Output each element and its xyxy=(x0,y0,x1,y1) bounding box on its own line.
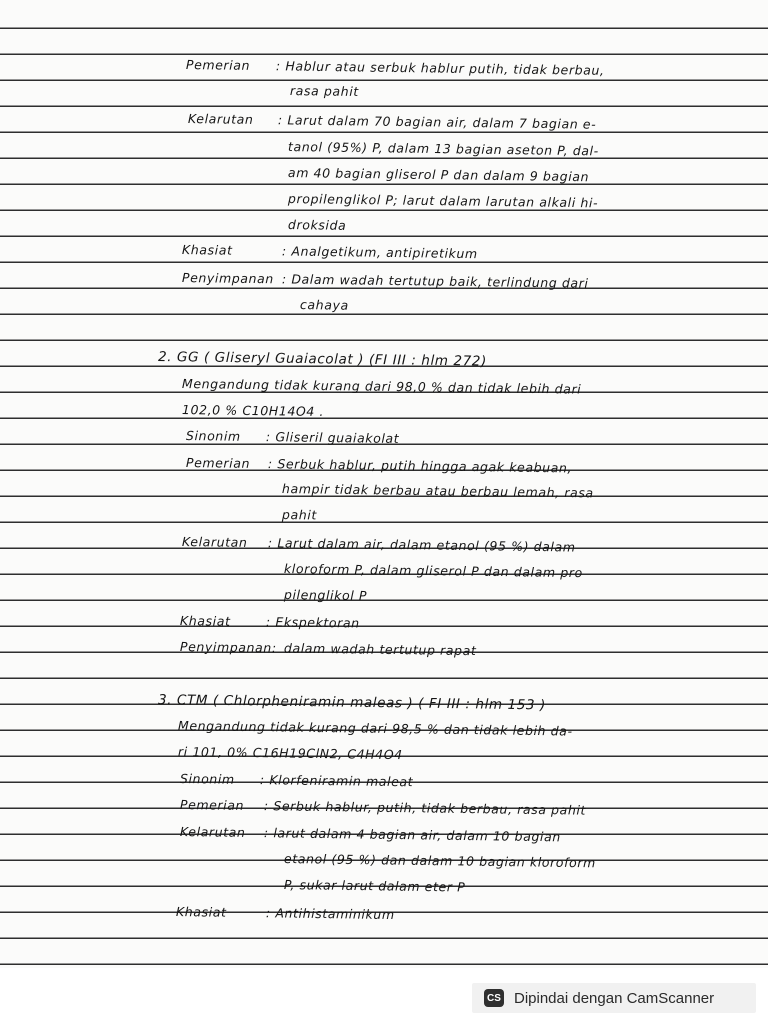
field-value: dalam wadah tertutup rapat xyxy=(283,640,477,659)
khasiat-row xyxy=(179,613,360,631)
field-value: : Klorfeniramin maleat xyxy=(259,772,414,790)
field-label: Sinonim xyxy=(179,771,235,787)
field-value: : Larut dalam 70 bagian air, dalam 7 bagian e- xyxy=(277,112,597,132)
sinonim-row xyxy=(185,428,400,446)
field-label: Khasiat xyxy=(175,904,227,920)
field-value: : Analgetikum, antipiretikum xyxy=(281,243,478,262)
field-value: : larut dalam 4 bagian air, dalam 10 bagian xyxy=(263,825,561,845)
penyimpanan-row xyxy=(179,639,477,659)
penyimpanan-row xyxy=(181,270,589,291)
text-line: Mengandung tidak kurang dari 98,5 % dan tidak lebih da- xyxy=(177,718,573,739)
khasiat-row xyxy=(181,242,478,262)
field-value: : Ekspektoran xyxy=(265,614,360,631)
field-label: Penyimpanan xyxy=(181,270,275,287)
text-line: cahaya xyxy=(299,297,349,313)
text-line: tanol (95%) P, dalam 13 bagian aseton P, dal- xyxy=(287,139,599,159)
khasiat-row xyxy=(175,904,395,923)
field-label: Kelarutan xyxy=(179,824,246,840)
field-value: : Larut dalam air, dalam etanol (95 %) dalam xyxy=(267,535,576,555)
field-label: Pemerian xyxy=(185,455,251,471)
text-line: propilenglikol P; larut dalam larutan alkali hi- xyxy=(287,191,599,211)
kelarutan-row xyxy=(179,824,561,845)
field-value: : Serbuk hablur, putih hingga agak keabuan, xyxy=(267,456,573,476)
field-label: Khasiat xyxy=(181,242,233,258)
text-line: pilenglikol P xyxy=(283,587,368,604)
pemerian-row xyxy=(185,57,605,78)
field-value: : Hablur atau serbuk hablur putih, tidak berbau, xyxy=(275,58,605,78)
sinonim-row xyxy=(179,771,414,790)
camscanner-label: Dipindai dengan CamScanner xyxy=(514,989,715,1007)
field-label: Sinonim xyxy=(185,428,241,444)
text-line: P, sukar larut dalam eter P xyxy=(283,877,466,895)
field-value: : Antihistaminikum xyxy=(265,905,395,923)
text-line: Mengandung tidak kurang dari 98,0 % dan tidak lebih dari xyxy=(181,376,582,397)
field-label: Khasiat xyxy=(179,613,231,629)
text-line: am 40 bagian gliserol P dan dalam 9 bagian xyxy=(287,165,590,185)
field-value: : Serbuk hablur, putih, tidak berbau, rasa pahit xyxy=(263,798,587,818)
kelarutan-row xyxy=(181,534,576,555)
text-line: hampir tidak berbau atau berbau lemah, rasa xyxy=(281,481,594,501)
section-heading: 3. CTM ( Chlorpheniramin maleas ) ( FI III : hlm 153 ) xyxy=(157,692,547,714)
text-line: 102,0 % C10H14O4 . xyxy=(181,402,325,419)
field-label: Kelarutan xyxy=(181,534,248,550)
section-heading: 2. GG ( Gliseryl Guaiacolat ) (FI III : hlm 272) xyxy=(157,349,488,370)
text-line: pahit xyxy=(281,507,318,523)
field-label: Penyimpanan: xyxy=(179,639,277,656)
text-line: rasa pahit xyxy=(289,83,359,99)
camscanner-logo-icon: CS xyxy=(484,989,504,1007)
field-label: Kelarutan xyxy=(187,111,254,127)
text-line: ri 101, 0% C16H19ClN2, C4H4O4 xyxy=(177,744,403,763)
field-value: : Dalam wadah tertutup baik, terlindung dari xyxy=(281,271,589,291)
field-label: Pemerian xyxy=(179,797,245,813)
field-value: : Gliseril guaiakolat xyxy=(265,429,400,446)
text-line: etanol (95 %) dan dalam 10 bagian kloroform xyxy=(283,851,596,871)
text-line: droksida xyxy=(287,217,347,233)
pemerian-row xyxy=(185,455,573,476)
kelarutan-row xyxy=(187,111,597,132)
text-line: kloroform P, dalam gliserol P dan dalam pro xyxy=(283,561,583,581)
camscanner-watermark xyxy=(472,983,756,1013)
pemerian-row xyxy=(179,797,587,818)
field-label: Pemerian xyxy=(185,57,251,73)
